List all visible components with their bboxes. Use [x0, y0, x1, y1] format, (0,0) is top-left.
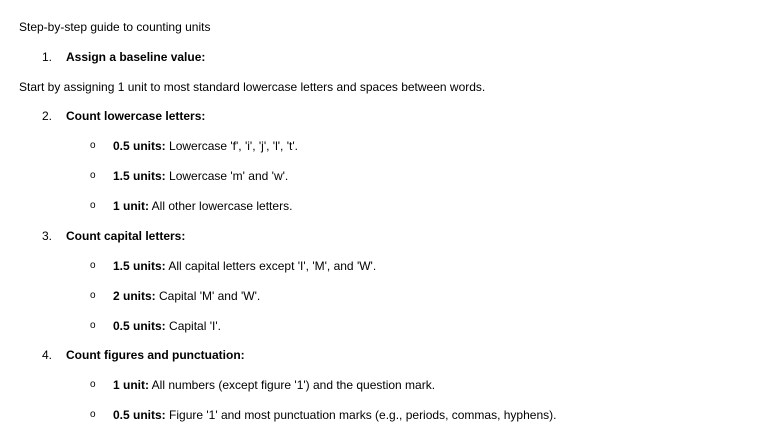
- unit-description: Capital 'I'.: [165, 319, 221, 333]
- bullet-marker: o: [90, 260, 96, 271]
- bullet-marker: o: [90, 320, 96, 331]
- bullet-marker: o: [90, 200, 96, 211]
- step-number: 1.: [41, 50, 52, 64]
- unit-label: 0.5 units:: [113, 139, 166, 153]
- step-heading: Count figures and punctuation:: [66, 348, 245, 362]
- unit-label: 0.5 units:: [113, 319, 166, 333]
- unit-label: 1 unit:: [113, 199, 149, 213]
- step-number: 2.: [41, 109, 52, 123]
- document-title: Step-by-step guide to counting units: [19, 20, 211, 34]
- unit-label: 1.5 units:: [113, 259, 166, 273]
- bullet-marker: o: [90, 170, 96, 181]
- unit-label: 0.5 units:: [113, 408, 166, 422]
- unit-description: Lowercase 'f', 'i', 'j', 'l', 't'.: [165, 139, 298, 153]
- unit-label: 2 units:: [113, 289, 156, 303]
- unit-description: Figure '1' and most punctuation marks (e.g., periods, commas, hyphens).: [165, 408, 557, 422]
- step-heading: Assign a baseline value:: [66, 50, 206, 64]
- unit-description: All numbers (except figure '1') and the question mark.: [149, 378, 436, 392]
- unit-label: 1.5 units:: [113, 169, 166, 183]
- step-number: 4.: [41, 348, 52, 362]
- unit-description: Lowercase 'm' and 'w'.: [165, 169, 289, 183]
- step-heading: Count capital letters:: [66, 229, 186, 243]
- unit-description: Capital 'M' and 'W'.: [155, 289, 261, 303]
- unit-label: 1 unit:: [113, 378, 149, 392]
- bullet-marker: o: [90, 290, 96, 301]
- step-heading: Count lowercase letters:: [66, 109, 206, 123]
- step-paragraph: Start by assigning 1 unit to most standard lowercase letters and spaces between words.: [19, 80, 486, 94]
- unit-description: All other lowercase letters.: [149, 199, 293, 213]
- unit-description: All capital letters except 'I', 'M', and 'W'.: [165, 259, 377, 273]
- bullet-marker: o: [90, 140, 96, 151]
- bullet-marker: o: [90, 409, 96, 420]
- step-number: 3.: [41, 229, 52, 243]
- bullet-marker: o: [90, 379, 96, 390]
